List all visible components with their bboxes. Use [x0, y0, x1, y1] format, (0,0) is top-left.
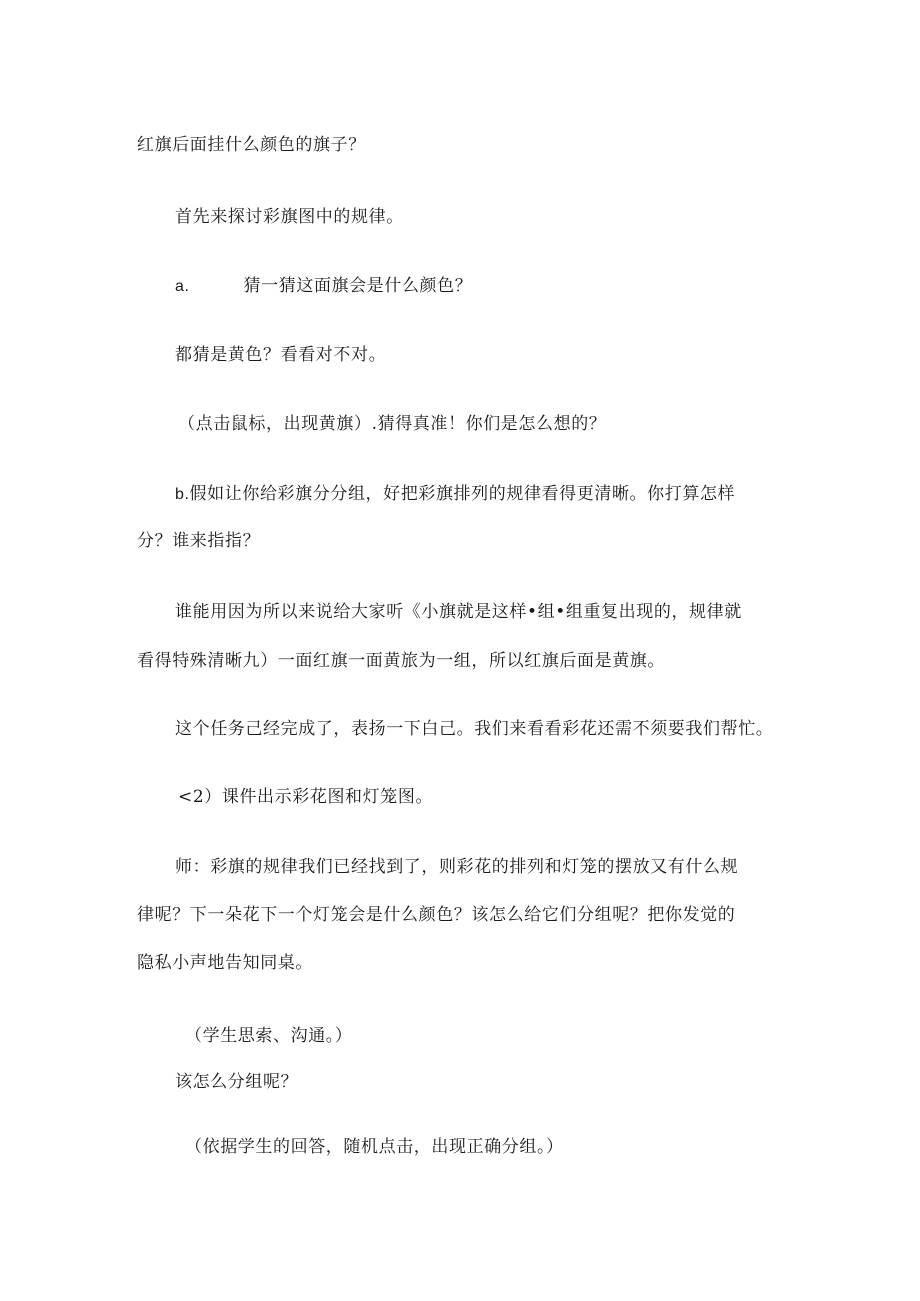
paragraph-line: 该怎么分组呢？	[175, 1072, 299, 1092]
list-marker-b: b.	[175, 486, 190, 503]
paragraph-line: （点击鼠标，出现黄旗）.猜得真准！你们是怎么想的？	[178, 414, 607, 434]
paragraph-line: 分？谁来指指？	[137, 531, 261, 551]
list-item-a-text: 猜一猜这面旗会是什么颜色？	[243, 276, 473, 296]
paragraph-line: 隐私小声地告知同桌。	[137, 953, 313, 973]
section-heading: <2）课件出示彩花图和灯笼图。	[178, 787, 434, 807]
paragraph-line: （依据学生的回答，随机点击，出现正确分组。）	[185, 1137, 564, 1157]
paragraph-line: 首先来探讨彩旗图中的规律。	[175, 207, 404, 227]
paragraph-line: 谁能用因为所以来说给大家听《小旗就是这样•组•组重复出现的，规律就	[175, 602, 742, 622]
paragraph-line: 律呢？下一朵花下一个灯笼会是什么颜色？该怎么给它们分组呢？把你发觉的	[137, 905, 736, 925]
list-marker-a: a.	[175, 278, 190, 295]
list-item-b-text: 假如让你给彩旗分分组，好把彩旗排列的规律看得更清晰。你打算怎样	[189, 484, 736, 504]
paragraph-line: 师：彩旗的规律我们已经找到了，则彩花的排列和灯笼的摆放又有什么规	[175, 857, 739, 877]
list-item-b	[175, 486, 735, 503]
paragraph-line: 这个任务己经完成了，表扬一下白己。我们来看看彩花还需不须要我们帮忙。	[175, 719, 774, 739]
paragraph-line: 红旗后面挂什么颜色的旗子？	[137, 135, 366, 155]
paragraph-line: 看得特殊清晰九）一面红旗一面黄旅为一组，所以红旗后面是黄旗。	[137, 651, 665, 671]
paragraph-line: （学生思索、沟通。）	[185, 1026, 353, 1046]
paragraph-line: 都猜是黄色？看看对不对。	[175, 345, 387, 365]
list-item-a	[175, 278, 472, 295]
